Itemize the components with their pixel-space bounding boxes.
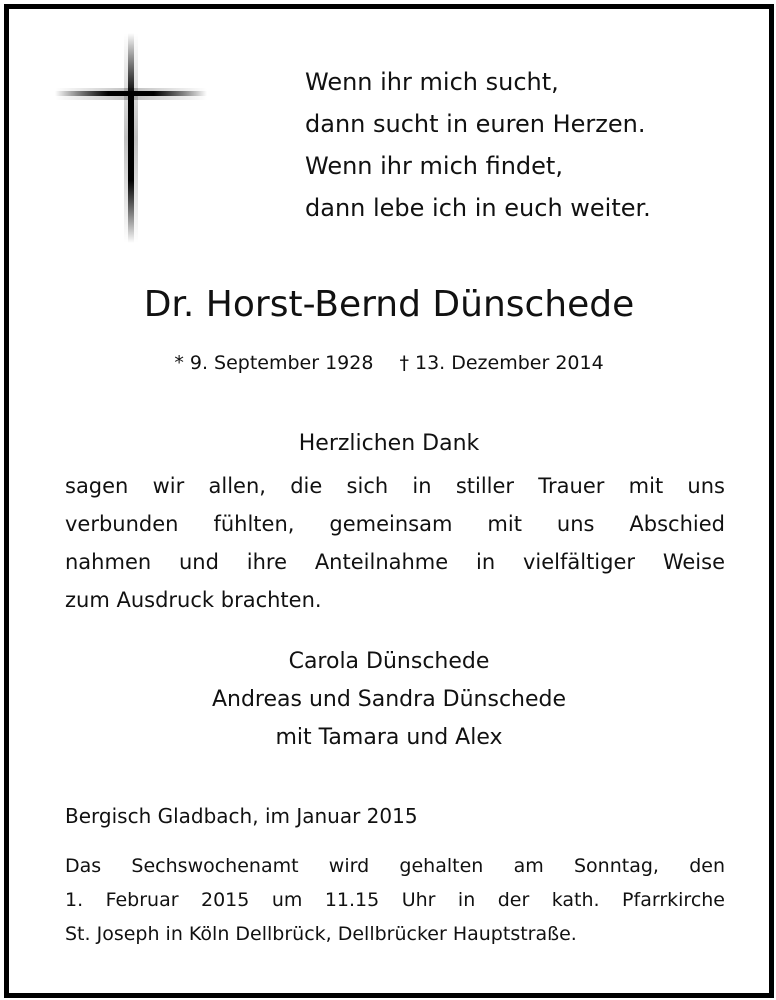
deceased-name: Dr. Horst-Bernd Dünschede — [143, 284, 635, 325]
service-notice — [65, 849, 725, 951]
service-line: 1. Februar 2015 um 11.15 Uhr in der kath. Pfarrkirche — [65, 889, 725, 911]
thanks-line: verbunden fühlten, gemeinsam mit uns Abschied — [65, 512, 725, 536]
thanks-text — [65, 467, 725, 619]
birth-date: * 9. September 1928 — [174, 352, 374, 374]
thanks-line: sagen wir allen, die sich in stiller Trauer mit uns — [65, 474, 725, 498]
family-line: Carola Dünschede — [288, 649, 490, 674]
family-signature — [9, 643, 769, 757]
service-line: St. Joseph in Köln Dellbrück, Dellbrücker Hauptstraße. — [65, 923, 577, 945]
service-line: Das Sechswochenamt wird gehalten am Sonntag, den — [65, 855, 725, 877]
family-line: mit Tamara und Alex — [275, 725, 503, 750]
life-dates — [9, 349, 769, 377]
poem-line: dann lebe ich in euch weiter. — [305, 194, 651, 222]
thanks-line: zum Ausdruck brachten. — [65, 588, 322, 612]
family-line: Andreas und Sandra Dünschede — [211, 687, 567, 712]
cross-icon — [55, 33, 207, 243]
poem-line: dann sucht in euren Herzen. — [305, 110, 646, 138]
thanks-line: nahmen und ihre Anteilnahme in vielfältiger Weise — [65, 550, 725, 574]
poem-line: Wenn ihr mich sucht, — [305, 68, 559, 96]
obituary-frame — [4, 4, 774, 998]
place-and-date: Bergisch Gladbach, im Januar 2015 — [65, 804, 418, 828]
poem-line: Wenn ihr mich findet, — [305, 152, 563, 180]
poem — [305, 61, 651, 229]
death-date: † 13. Dezember 2014 — [399, 352, 604, 374]
thanks-heading: Herzlichen Dank — [298, 431, 480, 456]
